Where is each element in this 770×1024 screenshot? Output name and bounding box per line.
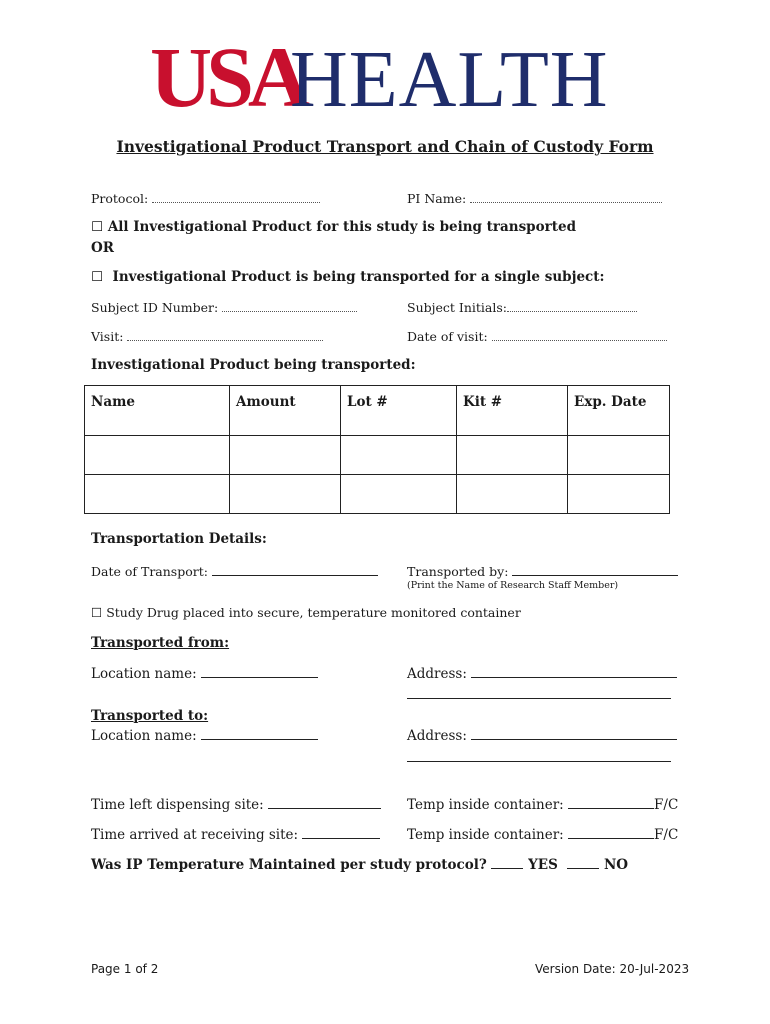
from-address-field[interactable]: Address: <box>407 665 677 682</box>
col-kit: Kit # <box>457 386 568 436</box>
transported-from-heading: Transported from: <box>91 635 230 651</box>
time-left-field[interactable]: Time left dispensing site: <box>91 796 381 813</box>
version-date: Version Date: 20-Jul-2023 <box>535 962 690 976</box>
table-row[interactable] <box>85 475 670 514</box>
checkbox-icon[interactable]: ☐ <box>91 269 104 285</box>
subject-initials-field[interactable]: Subject Initials: <box>407 300 637 315</box>
to-address-field[interactable]: Address: <box>407 727 677 744</box>
to-location-field[interactable]: Location name: <box>91 727 318 744</box>
secure-container-option[interactable]: ☐ Study Drug placed into secure, temperature monitored container <box>91 605 521 620</box>
table-cell[interactable] <box>568 475 670 514</box>
yes-option[interactable]: YES <box>528 857 558 873</box>
ip-table <box>84 385 670 514</box>
col-exp-date: Exp. Date <box>568 386 670 436</box>
checkbox-icon[interactable]: ☐ <box>91 219 104 235</box>
table-cell[interactable] <box>341 475 457 514</box>
table-cell[interactable] <box>457 436 568 475</box>
transported-to-heading: Transported to: <box>91 708 209 724</box>
table-row[interactable] <box>85 436 670 475</box>
svg-text:USA: USA <box>150 36 305 116</box>
date-of-visit-field[interactable]: Date of visit: <box>407 329 667 344</box>
all-ip-option[interactable]: ☐ All Investigational Product for this study is being transported <box>91 219 577 235</box>
table-cell[interactable] <box>85 436 230 475</box>
visit-field[interactable]: Visit: <box>91 329 323 344</box>
no-option[interactable]: NO <box>603 857 629 873</box>
form-title: Investigational Product Transport and Chain of Custody Form <box>116 137 654 156</box>
svg-text:HEALTH: HEALTH <box>290 36 609 116</box>
checkbox-icon[interactable]: ☐ <box>91 605 103 620</box>
from-address-line2[interactable] <box>407 698 671 699</box>
pi-name-field[interactable]: PI Name: <box>407 191 662 206</box>
time-arrived-field[interactable]: Time arrived at receiving site: <box>91 826 380 843</box>
ip-heading: Investigational Product being transported: <box>91 357 416 373</box>
col-amount: Amount <box>230 386 341 436</box>
to-address-line2[interactable] <box>407 761 671 762</box>
subject-id-field[interactable]: Subject ID Number: <box>91 300 357 315</box>
print-name-note: (Print the Name of Research Staff Member) <box>407 580 619 591</box>
table-cell[interactable] <box>568 436 670 475</box>
usa-health-logo <box>150 36 620 116</box>
protocol-field[interactable]: Protocol: <box>91 191 320 206</box>
col-lot: Lot # <box>341 386 457 436</box>
temperature-maintained-question[interactable]: Was IP Temperature Maintained per study protocol? YES NO <box>91 857 629 873</box>
page-number: Page 1 of 2 <box>91 962 159 976</box>
temp-arrived-field[interactable]: Temp inside container: F/C <box>407 827 679 843</box>
or-label: OR <box>91 240 114 256</box>
transported-by-field[interactable]: Transported by: <box>407 563 678 579</box>
from-location-field[interactable]: Location name: <box>91 665 318 682</box>
temp-left-field[interactable]: Temp inside container: F/C <box>407 797 679 813</box>
table-cell[interactable] <box>230 436 341 475</box>
table-cell[interactable] <box>85 475 230 514</box>
table-cell[interactable] <box>341 436 457 475</box>
table-header-row <box>85 386 670 436</box>
single-subject-option[interactable]: ☐ Investigational Product is being transported for a single subject: <box>91 269 605 285</box>
table-cell[interactable] <box>457 475 568 514</box>
date-of-transport-field[interactable]: Date of Transport: <box>91 563 378 579</box>
table-cell[interactable] <box>230 475 341 514</box>
col-name: Name <box>85 386 230 436</box>
transport-heading: Transportation Details: <box>91 531 267 547</box>
